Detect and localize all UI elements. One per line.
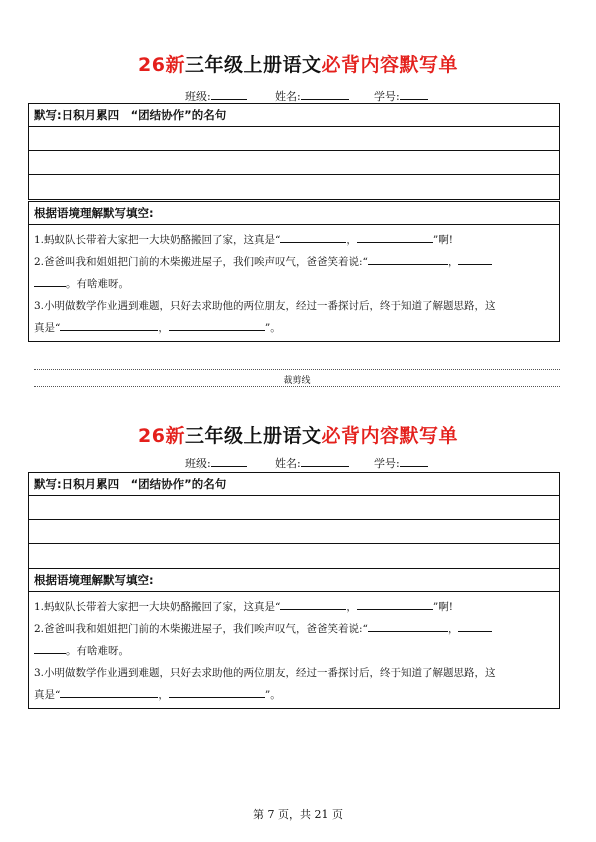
answer-blank[interactable] bbox=[357, 597, 433, 610]
question-1: 1.蚂蚁队长带着大家把一大块奶酪搬回了家，这真是“ ， ”啊! bbox=[34, 596, 554, 618]
answer-blank[interactable] bbox=[60, 685, 158, 698]
cut-line bbox=[34, 368, 560, 388]
writing-line[interactable] bbox=[29, 544, 559, 568]
student-id-field[interactable]: 学号: bbox=[374, 455, 428, 472]
page-title: 26新三年级上册语文必背内容默写单 bbox=[138, 425, 458, 447]
question-2: 2.爸爸叫我和姐姐把门前的木柴搬进屋子，我们唉声叹气，爸爸笑着说:“ ， bbox=[34, 251, 554, 273]
question-3: 3.小明做数学作业遇到难题，只好去求助他的两位朋友，经过一番探讨后，终于知道了解题思路，这 bbox=[34, 300, 496, 312]
cut-line-dots bbox=[34, 386, 560, 387]
dictation-heading: 默写:日积月累四 “团结协作”的名句 bbox=[29, 104, 559, 127]
writing-line[interactable] bbox=[29, 520, 559, 544]
question-2-cont: 。有啥难呀。 bbox=[34, 273, 554, 295]
answer-blank[interactable] bbox=[169, 318, 265, 331]
fill-box-1 bbox=[28, 201, 560, 342]
name-field[interactable]: 姓名: bbox=[275, 455, 349, 472]
cut-line-label: 裁剪线 bbox=[283, 376, 311, 386]
question-2: 2.爸爸叫我和姐姐把门前的木柴搬进屋子，我们唉声叹气，爸爸笑着说:“ ， bbox=[34, 618, 554, 640]
question-2-cont: 。有啥难呀。 bbox=[34, 640, 554, 662]
class-field[interactable]: 班级: bbox=[185, 88, 247, 105]
class-field[interactable]: 班级: bbox=[185, 455, 247, 472]
fill-box-2 bbox=[28, 568, 560, 709]
answer-blank[interactable] bbox=[458, 252, 492, 265]
cut-line-dots bbox=[34, 369, 560, 370]
page-title: 26新三年级上册语文必背内容默写单 bbox=[138, 54, 458, 76]
answer-blank[interactable] bbox=[34, 274, 66, 287]
worksheet-2 bbox=[0, 423, 596, 471]
answer-blank[interactable] bbox=[458, 619, 492, 632]
student-id-field[interactable]: 学号: bbox=[374, 88, 428, 105]
answer-blank[interactable] bbox=[368, 619, 448, 632]
answer-blank[interactable] bbox=[60, 318, 158, 331]
question-3-cont: 真是“ ， ”。 bbox=[34, 684, 554, 706]
fill-questions bbox=[29, 225, 559, 341]
answer-blank[interactable] bbox=[280, 597, 346, 610]
answer-blank[interactable] bbox=[34, 641, 66, 654]
question-3-cont: 真是“ ， ”。 bbox=[34, 317, 554, 339]
writing-line[interactable] bbox=[29, 127, 559, 151]
question-3: 3.小明做数学作业遇到难题，只好去求助他的两位朋友，经过一番探讨后，终于知道了解题思路，这 bbox=[34, 667, 496, 679]
student-info bbox=[0, 455, 596, 471]
fill-heading: 根据语境理解默写填空: bbox=[29, 202, 559, 225]
answer-blank[interactable] bbox=[169, 685, 265, 698]
writing-line[interactable] bbox=[29, 151, 559, 175]
answer-blank[interactable] bbox=[368, 252, 448, 265]
fill-questions bbox=[29, 592, 559, 708]
page-footer: 第 7 页，共 21 页 bbox=[253, 808, 343, 821]
answer-blank[interactable] bbox=[280, 230, 346, 243]
answer-blank[interactable] bbox=[357, 230, 433, 243]
name-field[interactable]: 姓名: bbox=[275, 88, 349, 105]
question-1: 1.蚂蚁队长带着大家把一大块奶酪搬回了家，这真是“ ， ”啊! bbox=[34, 229, 554, 251]
dictation-box-1 bbox=[28, 103, 560, 200]
dictation-heading: 默写:日积月累四 “团结协作”的名句 bbox=[29, 473, 559, 496]
fill-heading: 根据语境理解默写填空: bbox=[29, 569, 559, 592]
student-info bbox=[0, 88, 596, 104]
worksheet-1 bbox=[0, 52, 596, 104]
writing-line[interactable] bbox=[29, 175, 559, 199]
writing-line[interactable] bbox=[29, 496, 559, 520]
dictation-box-2 bbox=[28, 472, 560, 569]
